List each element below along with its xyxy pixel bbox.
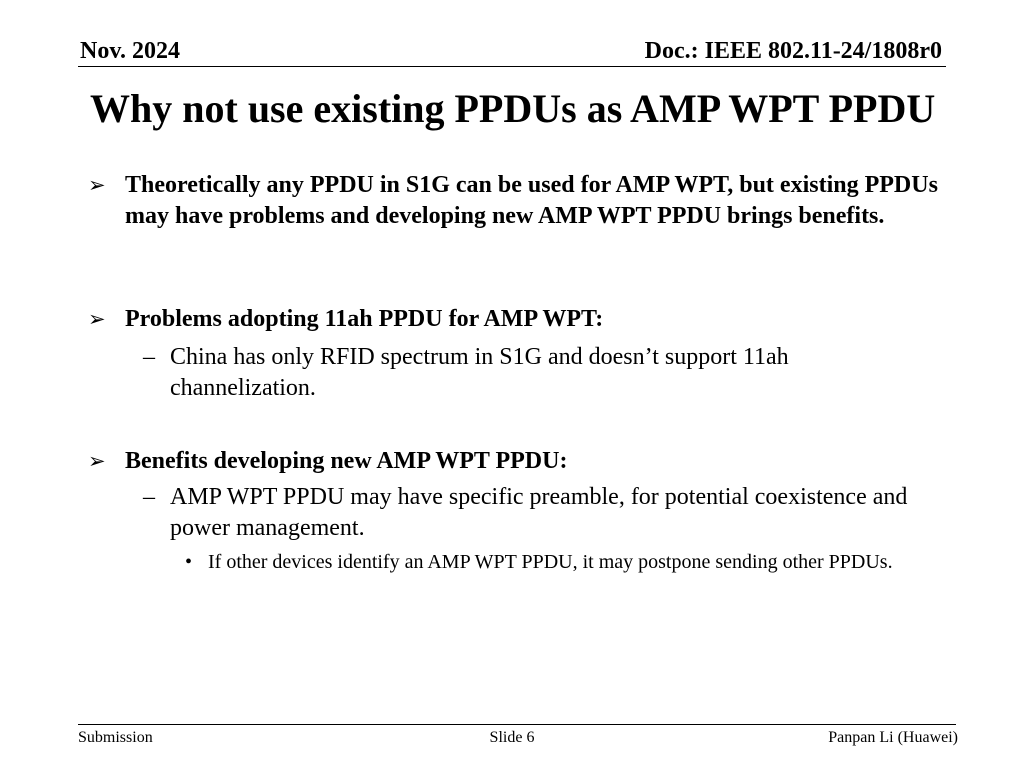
dash-bullet-icon: – <box>143 344 155 370</box>
header-divider <box>78 66 946 67</box>
sub-sub-bullet-text: If other devices identify an AMP WPT PPDU, it may postpone sending other PPDUs. <box>208 551 893 573</box>
arrow-bullet-icon: ➢ <box>88 173 106 197</box>
sub-bullet-text: AMP WPT PPDU may have specific preamble, for potential coexistence and power management. <box>170 484 908 541</box>
footer-author: Panpan Li (Huawei) <box>828 729 958 746</box>
arrow-bullet-icon: ➢ <box>88 449 106 473</box>
footer-submission: Submission <box>78 729 153 746</box>
footer-divider <box>78 724 956 725</box>
header-document-id: Doc.: IEEE 802.11-24/1808r0 <box>644 38 942 64</box>
slide-title: Why not use existing PPDUs as AMP WPT PPDU <box>90 86 936 131</box>
sub-bullet-text: China has only RFID spectrum in S1G and doesn’t support 11ah channelization. <box>170 344 789 401</box>
header-date: Nov. 2024 <box>80 38 181 64</box>
bullet-text: Benefits developing new AMP WPT PPDU: <box>125 448 568 474</box>
arrow-bullet-icon: ➢ <box>88 307 106 331</box>
footer-slide-number: Slide 6 <box>489 729 535 746</box>
dot-bullet-icon: • <box>185 551 193 573</box>
bullet-text: Problems adopting 11ah PPDU for AMP WPT: <box>125 306 604 332</box>
dash-bullet-icon: – <box>143 484 155 510</box>
bullet-text: Theoretically any PPDU in S1G can be used for AMP WPT, but existing PPDUs may have problems and developing new AMP WPT PPDU brings benefits. <box>125 172 938 229</box>
